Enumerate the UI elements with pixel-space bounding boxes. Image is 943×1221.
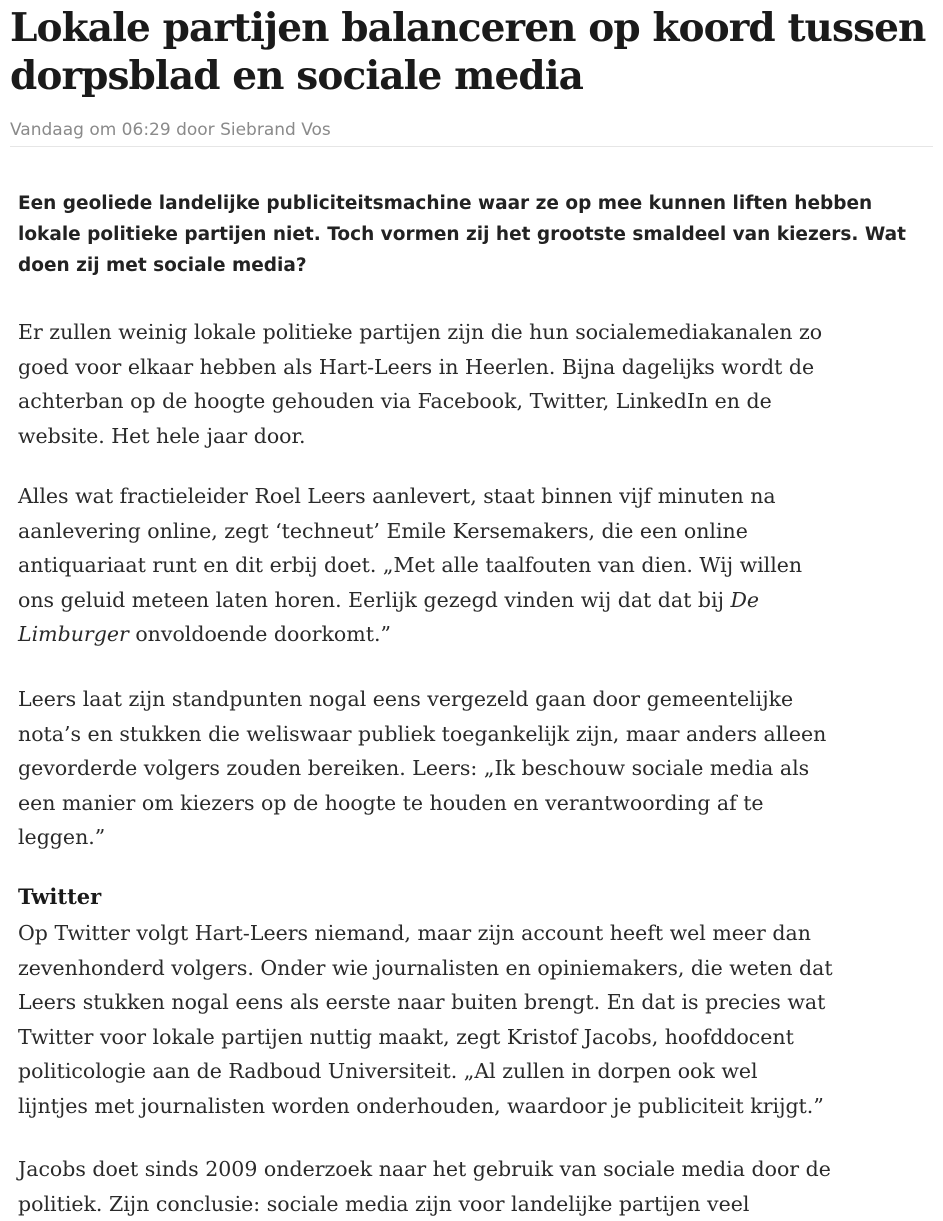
paragraph-line: Jacobs doet sinds 2009 onderzoek naar het gebruik van sociale media door de — [18, 1152, 938, 1187]
section-heading-twitter: Twitter — [18, 880, 101, 914]
body-paragraph-4 — [18, 916, 938, 1123]
body-paragraph-1 — [18, 315, 938, 453]
byline-divider — [10, 146, 933, 147]
lead-paragraph: Een geoliede landelijke publiciteitsmachine waar ze op mee kunnen liften hebben lokale politieke partijen niet. Toch vormen zij het grootste smaldeel van kiezers. Wat doen zij met sociale media? — [18, 188, 918, 281]
newspaper-name-part: Limburger — [18, 622, 129, 646]
paragraph-line: Alles wat fractieleider Roel Leers aanlevert, staat binnen vijf minuten na — [18, 479, 938, 514]
byline: Vandaag om 06:29 door Siebrand Vos — [10, 117, 331, 143]
paragraph-line: zevenhonderd volgers. Onder wie journalisten en opiniemakers, die weten dat — [18, 951, 938, 986]
paragraph-line: Er zullen weinig lokale politieke partijen zijn die hun socialemediakanalen zo — [18, 315, 938, 350]
paragraph-line: gevorderde volgers zouden bereiken. Leers: „Ik beschouw sociale media als — [18, 751, 938, 786]
paragraph-line: antiquariaat runt en dit erbij doet. „Met alle taalfouten van dien. Wij willen — [18, 548, 938, 583]
paragraph-line — [18, 617, 938, 652]
paragraph-text: ons geluid meteen laten horen. Eerlijk gezegd vinden wij dat dat bij — [18, 588, 730, 612]
paragraph-line: aanlevering online, zegt ‘techneut’ Emile Kersemakers, die een online — [18, 514, 938, 549]
paragraph-line: Twitter voor lokale partijen nuttig maakt, zegt Kristof Jacobs, hoofddocent — [18, 1020, 938, 1055]
newspaper-name-part: De — [730, 588, 759, 612]
paragraph-line: website. Het hele jaar door. — [18, 419, 938, 454]
paragraph-line: leggen.” — [18, 820, 938, 855]
paragraph-line: Op Twitter volgt Hart-Leers niemand, maar zijn account heeft wel meer dan — [18, 916, 938, 951]
body-paragraph-5 — [18, 1152, 938, 1221]
paragraph-line: goed voor elkaar hebben als Hart-Leers in Heerlen. Bijna dagelijks wordt de — [18, 350, 938, 385]
body-paragraph-2 — [18, 479, 938, 652]
headline: Lokale partijen balanceren op koord tussen dorpsblad en sociale media — [10, 4, 935, 100]
paragraph-line: Leers stukken nogal eens als eerste naar buiten brengt. En dat is precies wat — [18, 985, 938, 1020]
paragraph-line: achterban op de hoogte gehouden via Facebook, Twitter, LinkedIn en de — [18, 384, 938, 419]
paragraph-line — [18, 583, 938, 618]
paragraph-line: een manier om kiezers op de hoogte te houden en verantwoording af te — [18, 786, 938, 821]
paragraph-line: politicologie aan de Radboud Universiteit. „Al zullen in dorpen ook wel — [18, 1054, 938, 1089]
paragraph-text: onvoldoende doorkomt.” — [129, 622, 391, 646]
paragraph-line: lijntjes met journalisten worden onderhouden, waardoor je publiciteit krijgt.” — [18, 1089, 938, 1124]
paragraph-line: Leers laat zijn standpunten nogal eens vergezeld gaan door gemeentelijke — [18, 682, 938, 717]
paragraph-line: politiek. Zijn conclusie: sociale media zijn voor landelijke partijen veel — [18, 1187, 938, 1221]
paragraph-line: nota’s en stukken die weliswaar publiek toegankelijk zijn, maar anders alleen — [18, 717, 938, 752]
body-paragraph-3 — [18, 682, 938, 855]
